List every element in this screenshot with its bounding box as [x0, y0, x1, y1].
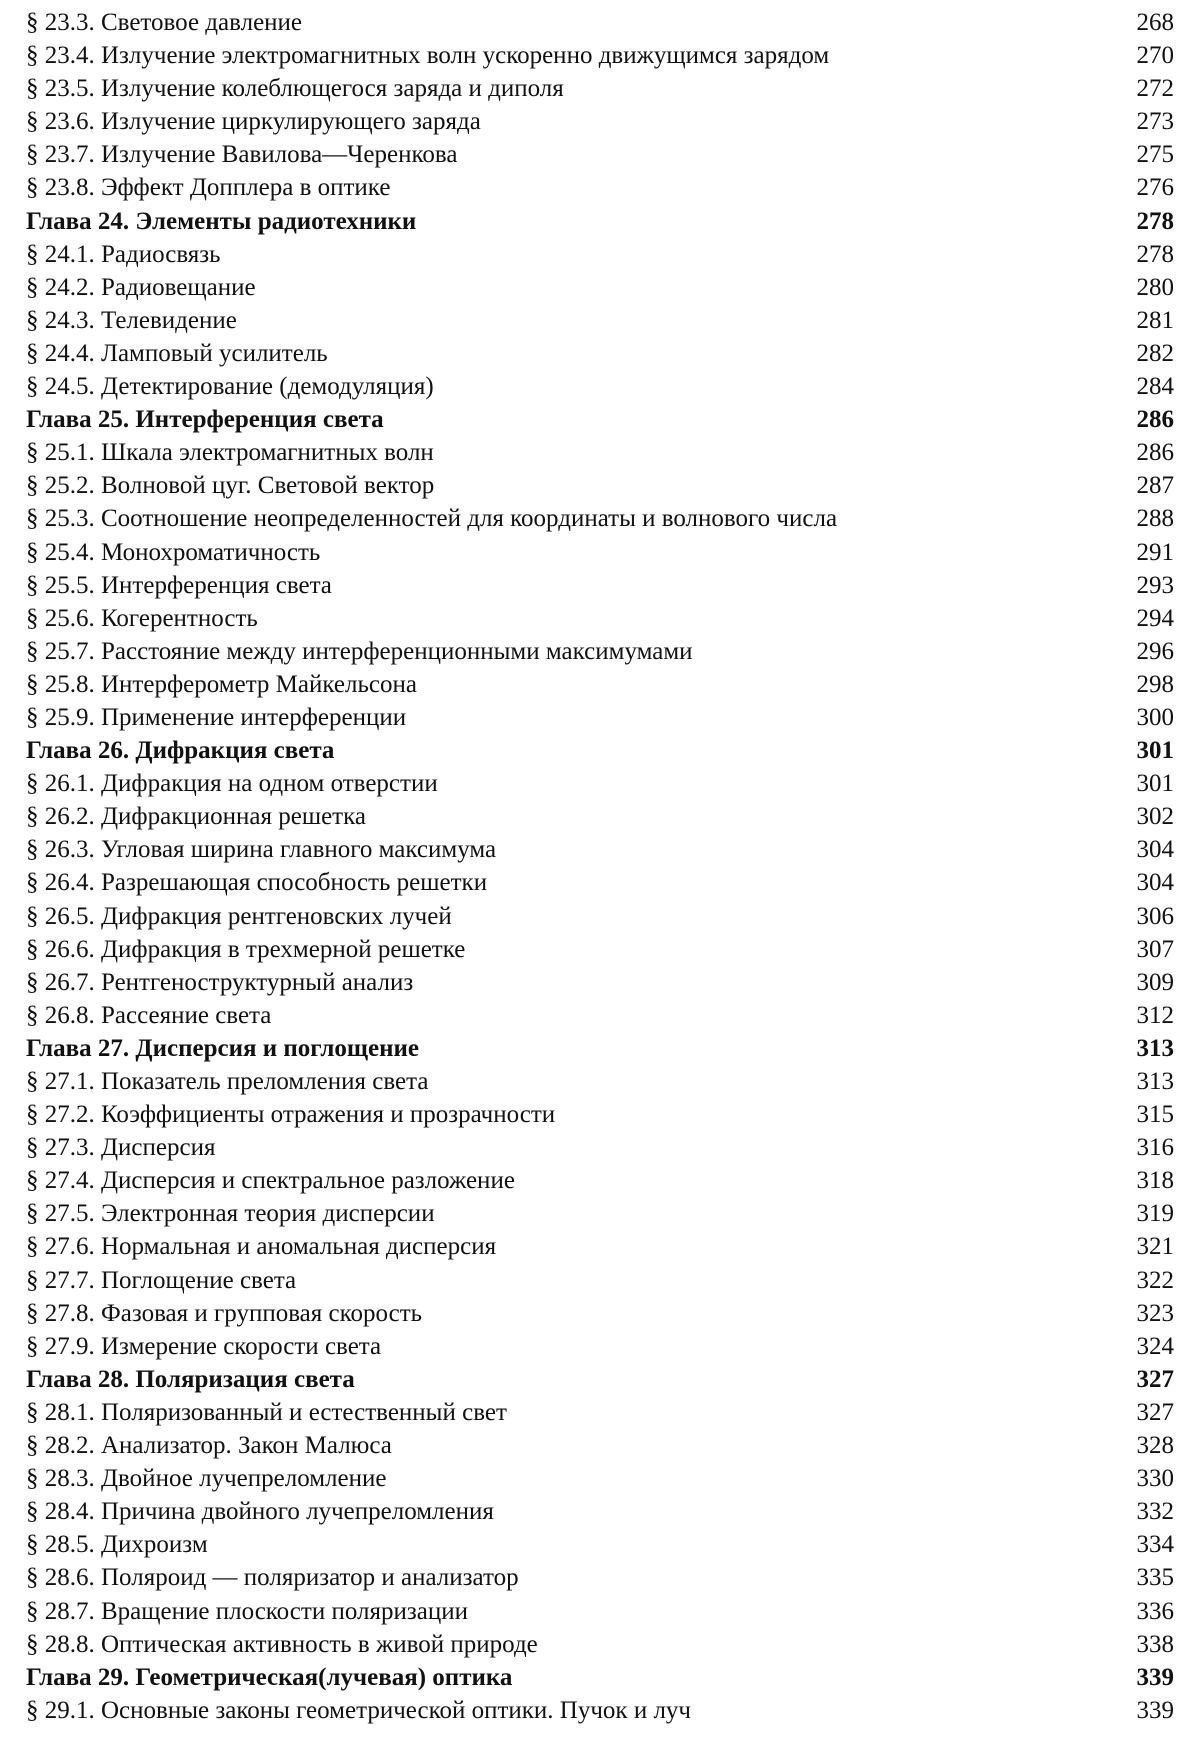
section-title: § 28.2. Анализатор. Закон Малюса [26, 1432, 392, 1460]
page-number: 272 [1136, 75, 1174, 103]
toc-section-row [26, 1595, 1174, 1628]
toc-section-row [26, 833, 1174, 866]
toc-section-row [26, 933, 1174, 966]
section-title: § 24.3. Телевидение [26, 306, 237, 334]
section-title: § 26.3. Угловая ширина главного максимума [26, 836, 497, 864]
section-title: § 23.8. Эффект Допплера в оптике [26, 174, 391, 202]
section-title: § 25.3. Соотношение неопределенностей для координаты и волнового числа [26, 505, 838, 533]
page-number: 304 [1136, 836, 1174, 864]
page-number: 336 [1136, 1597, 1174, 1625]
section-title: § 27.1. Показатель преломления света [26, 1068, 429, 1095]
page-number: 301 [1136, 737, 1174, 765]
page-number: 323 [1136, 1299, 1174, 1327]
page-number: 302 [1136, 803, 1174, 831]
section-title: § 23.3. Световое давление [26, 9, 303, 36]
toc-section-row [26, 1628, 1174, 1661]
page-number: 306 [1136, 902, 1174, 930]
section-title: § 28.7. Вращение плоскости поляризации [26, 1597, 468, 1625]
page-number: 291 [1136, 538, 1174, 566]
page-number: 293 [1136, 571, 1174, 599]
page-number: 322 [1136, 1266, 1174, 1294]
toc-section-row [26, 635, 1174, 668]
chapter-title: Глава 25. Интерференция света [26, 406, 384, 434]
section-title: § 25.7. Расстояние между интерференционными максимумами [26, 637, 693, 665]
section-title: § 26.4. Разрешающая способность решетки [26, 869, 488, 897]
section-title: § 23.4. Излучение электромагнитных волн ускоренно движущимся зарядом [26, 42, 830, 70]
page-number: 301 [1136, 770, 1174, 798]
section-title: § 29.1. Основные законы геометрической оптики. Пучок и луч [26, 1696, 692, 1724]
page-number: 300 [1136, 703, 1174, 731]
page-number: 313 [1136, 1068, 1174, 1095]
toc-section-row [26, 1230, 1174, 1263]
toc-section-row [26, 105, 1174, 138]
page-number: 324 [1136, 1332, 1174, 1360]
toc-section-row [26, 668, 1174, 701]
section-title: § 26.7. Рентгеноструктурный анализ [26, 968, 414, 996]
section-title: § 25.5. Интерференция света [26, 571, 332, 599]
section-title: § 23.6. Излучение циркулирующего заряда [26, 108, 481, 136]
page-number: 339 [1136, 1696, 1174, 1724]
page-number: 339 [1136, 1663, 1174, 1691]
page-number: 280 [1136, 273, 1174, 301]
toc-chapter-row [26, 1032, 1174, 1065]
section-title: § 25.4. Монохроматичность [26, 538, 321, 566]
section-title: § 25.9. Применение интерференции [26, 703, 407, 731]
page-number: 328 [1136, 1432, 1174, 1460]
toc-section-row [26, 1495, 1174, 1528]
section-title: § 23.5. Излучение колеблющегося заряда и диполя [26, 75, 564, 103]
toc-section-row [26, 1164, 1174, 1197]
toc-section-row [26, 767, 1174, 800]
toc-section-row [26, 1197, 1174, 1230]
toc-section-row [26, 238, 1174, 271]
page-number: 318 [1136, 1167, 1174, 1195]
toc-section-row [26, 304, 1174, 337]
toc-section-row [26, 469, 1174, 502]
page-number: 321 [1136, 1233, 1174, 1261]
section-title: § 24.5. Детектирование (демодуляция) [26, 373, 434, 401]
toc-section-row [26, 370, 1174, 403]
page-number: 284 [1136, 373, 1174, 401]
section-title: § 27.8. Фазовая и групповая скорость [26, 1299, 423, 1327]
toc-section-row [26, 900, 1174, 933]
section-title: § 26.8. Рассеяние света [26, 1001, 272, 1029]
section-title: § 24.4. Ламповый усилитель [26, 339, 328, 367]
page-number: 334 [1136, 1531, 1174, 1559]
toc-section-row [26, 271, 1174, 304]
page-number: 330 [1136, 1465, 1174, 1493]
section-title: § 28.1. Поляризованный и естественный свет [26, 1398, 507, 1426]
page-number: 281 [1136, 306, 1174, 334]
section-title: § 28.4. Причина двойного лучепреломления [26, 1498, 494, 1526]
page-number: 319 [1136, 1200, 1174, 1228]
page-number: 282 [1136, 339, 1174, 367]
page-number: 278 [1136, 207, 1174, 235]
page-number: 335 [1136, 1564, 1174, 1592]
toc-section-row [26, 1065, 1174, 1098]
section-title: § 26.1. Дифракция на одном отверстии [26, 770, 438, 798]
toc-section-row [26, 602, 1174, 635]
toc-section-row [26, 502, 1174, 535]
section-title: § 24.1. Радиосвязь [26, 240, 221, 268]
section-title: § 26.6. Дифракция в трехмерной решетке [26, 935, 466, 963]
section-title: § 23.7. Излучение Вавилова—Черенкова [26, 141, 458, 169]
chapter-title: Глава 29. Геометрическая(лучевая) оптика [26, 1663, 513, 1691]
page-number: 307 [1136, 935, 1174, 963]
toc-section-row [26, 999, 1174, 1032]
page-number: 270 [1136, 42, 1174, 70]
section-title: § 28.5. Дихроизм [26, 1531, 208, 1559]
page-number: 275 [1136, 141, 1174, 169]
section-title: § 27.6. Нормальная и аномальная дисперсия [26, 1233, 497, 1261]
section-title: § 27.4. Дисперсия и спектральное разложение [26, 1167, 515, 1195]
toc-section-row [26, 569, 1174, 602]
page-number: 304 [1136, 869, 1174, 897]
page-number: 296 [1136, 637, 1174, 665]
toc-section-row [26, 39, 1174, 72]
section-title: § 25.8. Интерферометр Майкельсона [26, 670, 417, 698]
toc-section-row [26, 1264, 1174, 1297]
toc-chapter-row [26, 205, 1174, 238]
page-number: 338 [1136, 1630, 1174, 1658]
section-title: § 28.6. Поляроид — поляризатор и анализатор [26, 1564, 519, 1592]
page-number: 268 [1136, 9, 1174, 36]
section-title: § 28.8. Оптическая активность в живой природе [26, 1630, 538, 1658]
section-title: § 27.2. Коэффициенты отражения и прозрачности [26, 1101, 556, 1129]
page-number: 288 [1136, 505, 1174, 533]
page-number: 327 [1136, 1365, 1174, 1393]
toc-chapter-row [26, 403, 1174, 436]
page-number: 298 [1136, 670, 1174, 698]
toc-section-row [26, 1429, 1174, 1462]
toc-section-row [26, 436, 1174, 469]
page-number: 287 [1136, 472, 1174, 500]
section-title: § 26.5. Дифракция рентгеновских лучей [26, 902, 452, 930]
page-number: 312 [1136, 1001, 1174, 1029]
toc-section-row [26, 72, 1174, 105]
toc-section-row [26, 6, 1174, 39]
toc-section-row [26, 536, 1174, 569]
chapter-title: Глава 24. Элементы радиотехники [26, 207, 417, 235]
page-number: 309 [1136, 968, 1174, 996]
toc-section-row [26, 1561, 1174, 1594]
toc-chapter-row [26, 1363, 1174, 1396]
toc-section-row [26, 1462, 1174, 1495]
page-number: 286 [1136, 406, 1174, 434]
toc-chapter-row [26, 734, 1174, 767]
section-title: § 25.1. Шкала электромагнитных волн [26, 439, 434, 467]
section-title: § 27.5. Электронная теория дисперсии [26, 1200, 435, 1228]
chapter-title: Глава 28. Поляризация света [26, 1365, 355, 1393]
section-title: § 27.7. Поглощение света [26, 1266, 297, 1294]
toc-section-row [26, 1396, 1174, 1429]
section-title: § 26.2. Дифракционная решетка [26, 803, 366, 831]
toc-section-row [26, 1694, 1174, 1727]
page-number: 276 [1136, 174, 1174, 202]
toc-section-row [26, 1330, 1174, 1363]
page-number: 286 [1136, 439, 1174, 467]
section-title: § 24.2. Радиовещание [26, 273, 256, 301]
page-number: 273 [1136, 108, 1174, 136]
toc-section-row [26, 1098, 1174, 1131]
section-title: § 27.3. Дисперсия [26, 1134, 216, 1162]
section-title: § 28.3. Двойное лучепреломление [26, 1465, 387, 1493]
page-number: 313 [1136, 1034, 1174, 1062]
toc-section-row [26, 1528, 1174, 1561]
toc-section-row [26, 1131, 1174, 1164]
page-number: 316 [1136, 1134, 1174, 1162]
page-number: 294 [1136, 604, 1174, 632]
section-title: § 25.6. Когерентность [26, 604, 258, 632]
chapter-title: Глава 27. Дисперсия и поглощение [26, 1034, 420, 1062]
toc-section-row [26, 966, 1174, 999]
toc-chapter-row [26, 1661, 1174, 1694]
toc-section-row [26, 800, 1174, 833]
page-number: 327 [1136, 1398, 1174, 1426]
section-title: § 27.9. Измерение скорости света [26, 1332, 382, 1360]
toc-section-row [26, 337, 1174, 370]
page-number: 315 [1136, 1101, 1174, 1129]
page-number: 332 [1136, 1498, 1174, 1526]
toc-section-row [26, 1297, 1174, 1330]
toc-section-row [26, 171, 1174, 204]
section-title: § 25.2. Волновой цуг. Световой вектор [26, 472, 435, 500]
toc-section-row [26, 701, 1174, 734]
page-number: 278 [1136, 240, 1174, 268]
chapter-title: Глава 26. Дифракция света [26, 737, 335, 765]
toc-section-row [26, 866, 1174, 899]
toc-section-row [26, 138, 1174, 171]
